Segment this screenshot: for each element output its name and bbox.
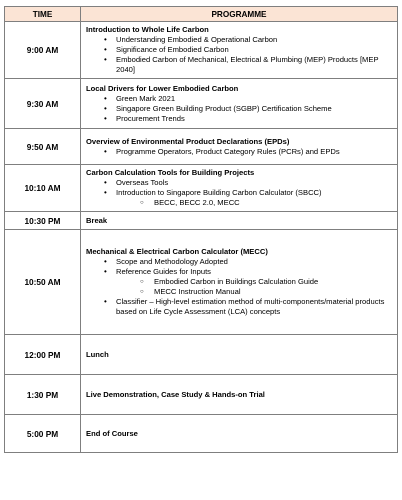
schedule-row [5, 335, 398, 375]
topic-text: Procurement Trends [116, 113, 185, 123]
schedule-row [5, 212, 398, 230]
topic-text: Classifier – High-level estimation method of multi-components/material products based on Life Cycle Assessment (LCA) concepts [116, 297, 385, 316]
programme-cell [81, 165, 398, 212]
schedule-row [5, 230, 398, 335]
topic-text: Significance of Embodied Carbon [116, 45, 229, 54]
subtopic-item: ○ Embodied Carbon in Buildings Calculation Guide [136, 277, 394, 287]
topic-text: Green Mark 2021 [116, 93, 176, 103]
topic-text: Scope and Methodology Adopted [116, 257, 228, 266]
programme-cell [81, 335, 398, 375]
session-title: Carbon Calculation Tools for Building Projects [86, 168, 255, 177]
programme-body [5, 22, 398, 453]
programme-cell [81, 230, 398, 335]
topic-item [86, 297, 394, 317]
topic-list [86, 94, 394, 124]
topic-item [86, 35, 394, 45]
session-title: Live Demonstration, Case Study & Hands-on Trial [86, 389, 265, 399]
subtopic-list [136, 277, 394, 297]
programme-cell [81, 22, 398, 79]
time-cell: 1:30 PM [5, 375, 81, 415]
topic-text: Reference Guides for Inputs [116, 267, 211, 276]
time-cell: 9:30 AM [5, 79, 81, 129]
subtopic-item: ○ MECC Instruction Manual [136, 287, 394, 297]
session-title: Break [86, 215, 108, 225]
topic-text: Understanding Embodied & Operational Carbon [116, 35, 278, 44]
topic-list [86, 178, 394, 208]
session-title: Local Drivers for Lower Embodied Carbon [86, 83, 239, 93]
topic-list [86, 257, 394, 317]
topic-item [86, 267, 394, 297]
programme-cell [81, 129, 398, 165]
topic-item [86, 94, 394, 104]
topic-item [86, 104, 394, 114]
header-row [5, 7, 398, 22]
topic-item [86, 55, 394, 75]
schedule-row [5, 22, 398, 79]
programme-cell [81, 212, 398, 230]
time-cell: 9:50 AM [5, 129, 81, 165]
time-cell: 5:00 PM [5, 415, 81, 453]
subtopic-item: ○ BECC, BECC 2.0, MECC [136, 198, 394, 208]
topic-item [86, 45, 394, 55]
session-title: Overview of Environmental Product Declarations (EPDs) [86, 136, 290, 146]
programme-cell [81, 375, 398, 415]
topic-item [86, 188, 394, 208]
schedule-row [5, 165, 398, 212]
session-title: End of Course [86, 428, 138, 438]
schedule-row [5, 375, 398, 415]
schedule-row [5, 415, 398, 453]
topic-text: Programme Operators, Product Category Rules (PCRs) and EPDs [116, 146, 340, 156]
topic-item [86, 178, 394, 188]
topic-item [86, 114, 394, 124]
programme-column-header: PROGRAMME [81, 7, 398, 22]
time-column-header: TIME [5, 7, 81, 22]
time-cell: 10:10 AM [5, 165, 81, 212]
time-cell: 12:00 PM [5, 335, 81, 375]
topic-list [86, 147, 394, 157]
session-title: Introduction to Whole Life Carbon [86, 25, 209, 34]
session-title: Lunch [86, 349, 109, 359]
topic-text: Overseas Tools [116, 178, 169, 187]
time-cell: 9:00 AM [5, 22, 81, 79]
topic-item [86, 257, 394, 267]
subtopic-list [136, 198, 394, 208]
schedule-row [5, 129, 398, 165]
session-title: Mechanical & Electrical Carbon Calculator (MECC) [86, 247, 268, 256]
time-cell: 10:30 PM [5, 212, 81, 230]
topic-list [86, 35, 394, 75]
programme-cell [81, 79, 398, 129]
topic-item [86, 147, 394, 157]
programme-cell [81, 415, 398, 453]
topic-text: Introduction to Singapore Building Carbon Calculator (SBCC) [116, 188, 322, 197]
topic-text: Singapore Green Building Product (SGBP) Certification Scheme [116, 103, 332, 113]
programme-table [4, 6, 398, 453]
topic-text: Embodied Carbon of Mechanical, Electrical & Plumbing (MEP) Products [MEP 2040] [116, 55, 379, 74]
time-cell: 10:50 AM [5, 230, 81, 335]
schedule-row [5, 79, 398, 129]
